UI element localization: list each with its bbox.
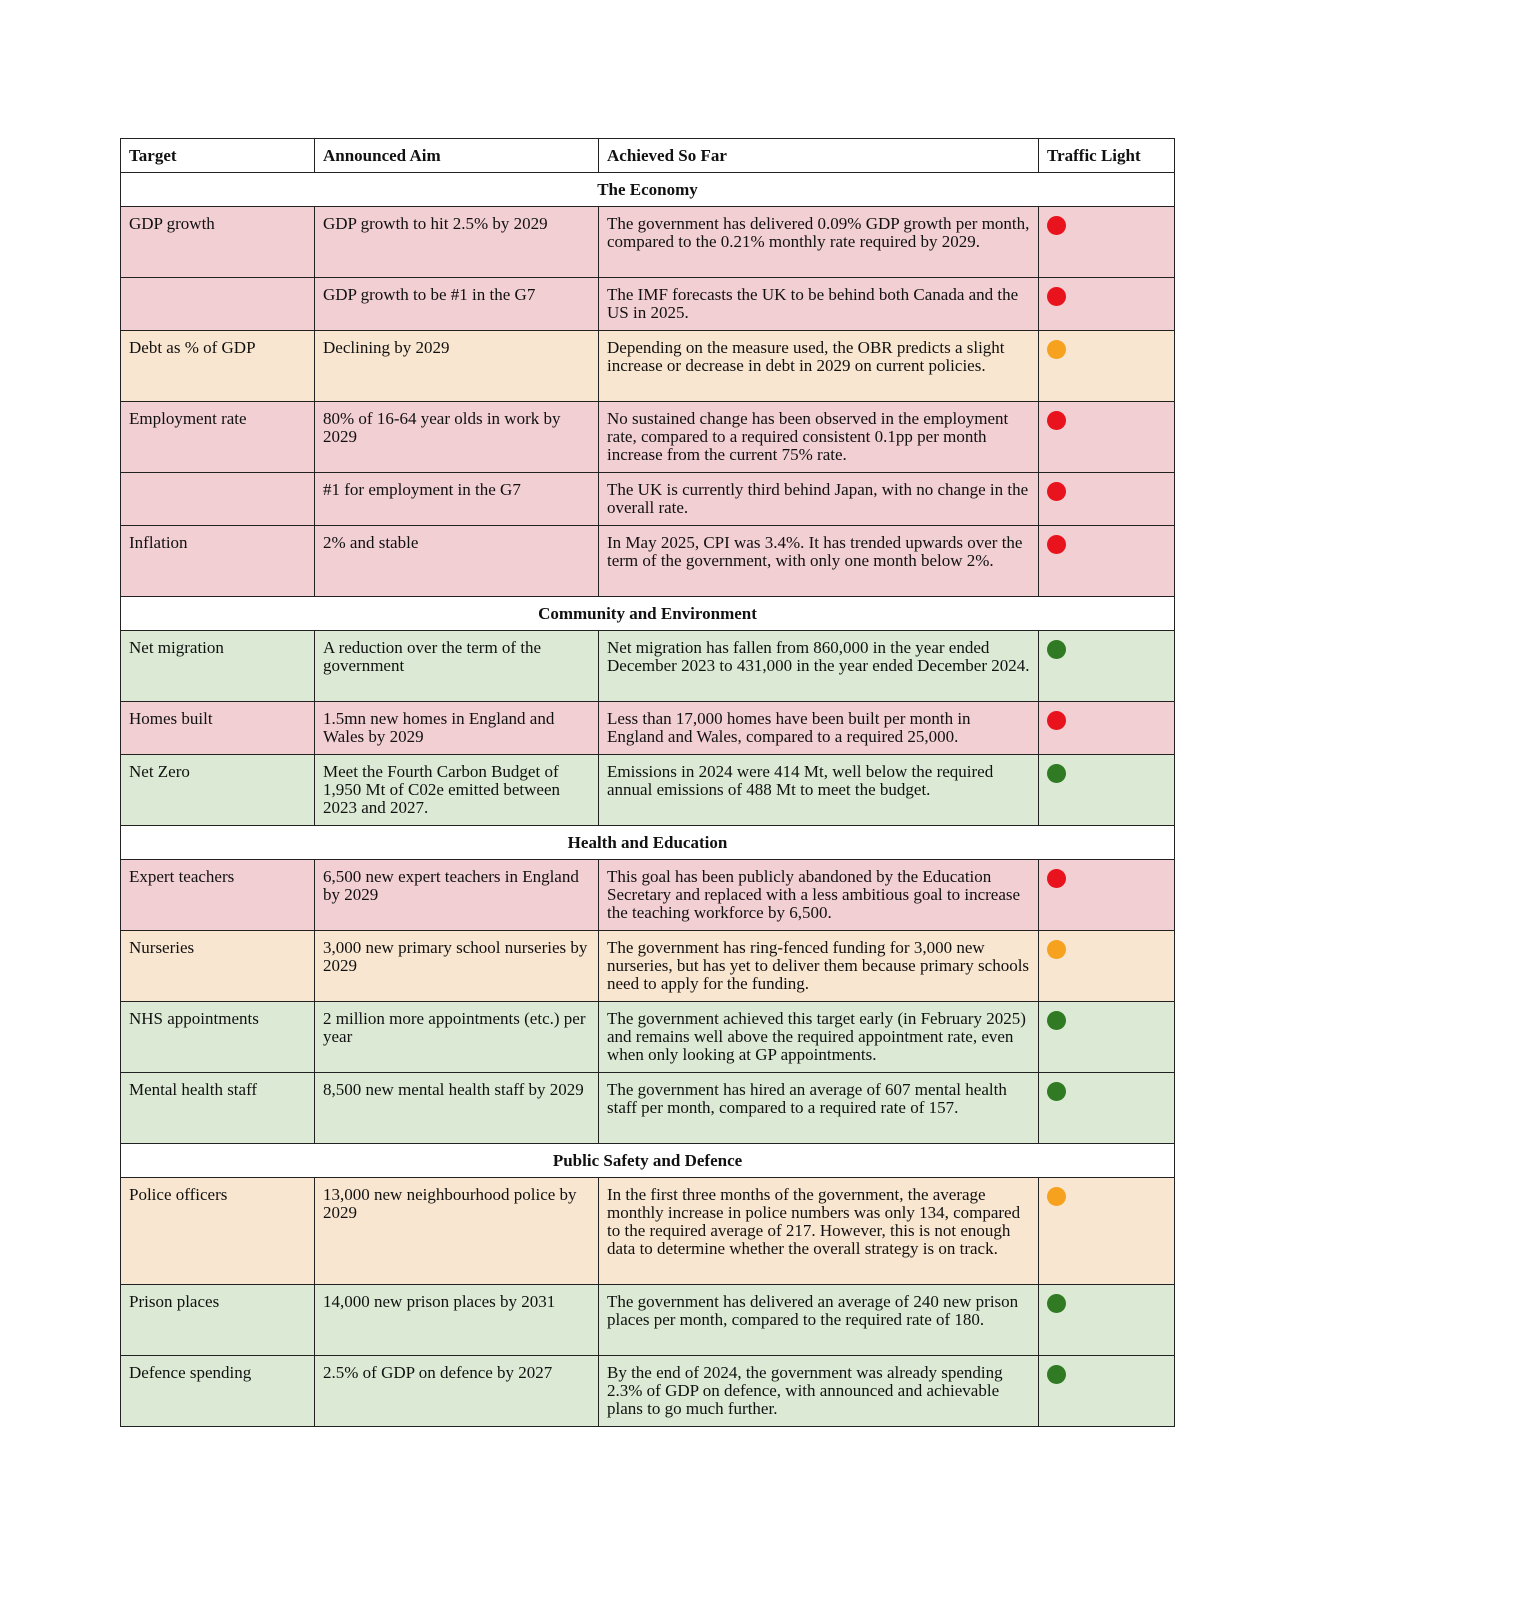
- cell-achieved: The government has hired an average of 607 mental health staff per month, compared to a required rate of 157.: [599, 1073, 1039, 1144]
- cell-traffic-light: [1039, 331, 1175, 402]
- section-title: Public Safety and Defence: [121, 1144, 1175, 1178]
- header-traffic-light: Traffic Light: [1039, 139, 1175, 173]
- section-title: Health and Education: [121, 826, 1175, 860]
- cell-achieved: By the end of 2024, the government was already spending 2.3% of GDP on defence, with announced and achievable plans to go much further.: [599, 1356, 1039, 1427]
- table-row: [121, 931, 1175, 1002]
- cell-achieved: In May 2025, CPI was 3.4%. It has trended upwards over the term of the government, with only one month below 2%.: [599, 526, 1039, 597]
- header-target: Target: [121, 139, 315, 173]
- cell-traffic-light: [1039, 1073, 1175, 1144]
- cell-aim: 13,000 new neighbourhood police by 2029: [315, 1178, 599, 1285]
- cell-achieved: Emissions in 2024 were 414 Mt, well below the required annual emissions of 488 Mt to meet the budget.: [599, 755, 1039, 826]
- cell-aim: #1 for employment in the G7: [315, 473, 599, 526]
- cell-aim: GDP growth to hit 2.5% by 2029: [315, 207, 599, 278]
- cell-aim: 2.5% of GDP on defence by 2027: [315, 1356, 599, 1427]
- table-row: [121, 278, 1175, 331]
- table-row: [121, 1073, 1175, 1144]
- amber-light-icon: [1047, 1187, 1066, 1206]
- cell-target: Expert teachers: [121, 860, 315, 931]
- cell-traffic-light: [1039, 278, 1175, 331]
- header-achieved-so-far: Achieved So Far: [599, 139, 1039, 173]
- cell-target: GDP growth: [121, 207, 315, 278]
- table-row: [121, 631, 1175, 702]
- cell-traffic-light: [1039, 860, 1175, 931]
- cell-traffic-light: [1039, 473, 1175, 526]
- cell-target: [121, 278, 315, 331]
- table-row: [121, 860, 1175, 931]
- table-row: [121, 331, 1175, 402]
- cell-achieved: In the first three months of the government, the average monthly increase in police numbers was only 134, compared to the required average of 217. However, this is not enough data to determine whether the overall strategy is on track.: [599, 1178, 1039, 1285]
- green-light-icon: [1047, 764, 1066, 783]
- table-row: [121, 1356, 1175, 1427]
- cell-target: Mental health staff: [121, 1073, 315, 1144]
- green-light-icon: [1047, 1294, 1066, 1313]
- cell-aim: GDP growth to be #1 in the G7: [315, 278, 599, 331]
- cell-achieved: Less than 17,000 homes have been built per month in England and Wales, compared to a required 25,000.: [599, 702, 1039, 755]
- red-light-icon: [1047, 287, 1066, 306]
- cell-aim: 2% and stable: [315, 526, 599, 597]
- section-title: The Economy: [121, 173, 1175, 207]
- green-light-icon: [1047, 640, 1066, 659]
- cell-target: Net migration: [121, 631, 315, 702]
- red-light-icon: [1047, 869, 1066, 888]
- cell-aim: 80% of 16-64 year olds in work by 2029: [315, 402, 599, 473]
- cell-traffic-light: [1039, 702, 1175, 755]
- cell-target: Inflation: [121, 526, 315, 597]
- section-row: [121, 826, 1175, 860]
- cell-target: NHS appointments: [121, 1002, 315, 1073]
- cell-achieved: The government has ring-fenced funding for 3,000 new nurseries, but has yet to deliver them because primary schools need to apply for the funding.: [599, 931, 1039, 1002]
- header-announced-aim: Announced Aim: [315, 139, 599, 173]
- green-light-icon: [1047, 1365, 1066, 1384]
- table-row: [121, 402, 1175, 473]
- cell-target: Debt as % of GDP: [121, 331, 315, 402]
- cell-aim: 14,000 new prison places by 2031: [315, 1285, 599, 1356]
- section-row: [121, 597, 1175, 631]
- cell-aim: Declining by 2029: [315, 331, 599, 402]
- targets-table: [120, 138, 1175, 1427]
- cell-achieved: The government has delivered 0.09% GDP growth per month, compared to the 0.21% monthly rate required by 2029.: [599, 207, 1039, 278]
- table-row: [121, 207, 1175, 278]
- cell-traffic-light: [1039, 402, 1175, 473]
- cell-target: Defence spending: [121, 1356, 315, 1427]
- table-body: [121, 173, 1175, 1427]
- amber-light-icon: [1047, 340, 1066, 359]
- cell-aim: 6,500 new expert teachers in England by 2029: [315, 860, 599, 931]
- cell-achieved: This goal has been publicly abandoned by the Education Secretary and replaced with a less ambitious goal to increase the teaching workforce by 6,500.: [599, 860, 1039, 931]
- cell-aim: A reduction over the term of the government: [315, 631, 599, 702]
- cell-traffic-light: [1039, 1285, 1175, 1356]
- green-light-icon: [1047, 1082, 1066, 1101]
- cell-traffic-light: [1039, 755, 1175, 826]
- cell-target: [121, 473, 315, 526]
- cell-traffic-light: [1039, 1002, 1175, 1073]
- cell-traffic-light: [1039, 931, 1175, 1002]
- green-light-icon: [1047, 1011, 1066, 1030]
- section-row: [121, 173, 1175, 207]
- cell-aim: 3,000 new primary school nurseries by 2029: [315, 931, 599, 1002]
- table-row: [121, 702, 1175, 755]
- cell-traffic-light: [1039, 631, 1175, 702]
- table-row: [121, 755, 1175, 826]
- table-row: [121, 526, 1175, 597]
- red-light-icon: [1047, 411, 1066, 430]
- cell-achieved: The UK is currently third behind Japan, with no change in the overall rate.: [599, 473, 1039, 526]
- cell-achieved: No sustained change has been observed in the employment rate, compared to a required consistent 0.1pp per month increase from the current 75% rate.: [599, 402, 1039, 473]
- cell-target: Net Zero: [121, 755, 315, 826]
- table-header: [121, 139, 1175, 173]
- header-row: [121, 139, 1175, 173]
- section-title: Community and Environment: [121, 597, 1175, 631]
- red-light-icon: [1047, 711, 1066, 730]
- amber-light-icon: [1047, 940, 1066, 959]
- cell-traffic-light: [1039, 526, 1175, 597]
- cell-traffic-light: [1039, 1178, 1175, 1285]
- cell-achieved: The IMF forecasts the UK to be behind both Canada and the US in 2025.: [599, 278, 1039, 331]
- table-row: [121, 473, 1175, 526]
- table-row: [121, 1002, 1175, 1073]
- cell-aim: Meet the Fourth Carbon Budget of 1,950 Mt of C02e emitted between 2023 and 2027.: [315, 755, 599, 826]
- cell-target: Nurseries: [121, 931, 315, 1002]
- cell-target: Homes built: [121, 702, 315, 755]
- cell-aim: 2 million more appointments (etc.) per year: [315, 1002, 599, 1073]
- cell-achieved: Net migration has fallen from 860,000 in the year ended December 2023 to 431,000 in the year ended December 2024.: [599, 631, 1039, 702]
- section-row: [121, 1144, 1175, 1178]
- cell-traffic-light: [1039, 207, 1175, 278]
- red-light-icon: [1047, 216, 1066, 235]
- cell-achieved: The government achieved this target early (in February 2025) and remains well above the required appointment rate, even when only looking at GP appointments.: [599, 1002, 1039, 1073]
- red-light-icon: [1047, 482, 1066, 501]
- cell-target: Employment rate: [121, 402, 315, 473]
- cell-traffic-light: [1039, 1356, 1175, 1427]
- cell-target: Prison places: [121, 1285, 315, 1356]
- cell-achieved: The government has delivered an average of 240 new prison places per month, compared to the required rate of 180.: [599, 1285, 1039, 1356]
- table-row: [121, 1178, 1175, 1285]
- cell-achieved: Depending on the measure used, the OBR predicts a slight increase or decrease in debt in 2029 on current policies.: [599, 331, 1039, 402]
- cell-aim: 8,500 new mental health staff by 2029: [315, 1073, 599, 1144]
- red-light-icon: [1047, 535, 1066, 554]
- cell-target: Police officers: [121, 1178, 315, 1285]
- cell-aim: 1.5mn new homes in England and Wales by 2029: [315, 702, 599, 755]
- table-row: [121, 1285, 1175, 1356]
